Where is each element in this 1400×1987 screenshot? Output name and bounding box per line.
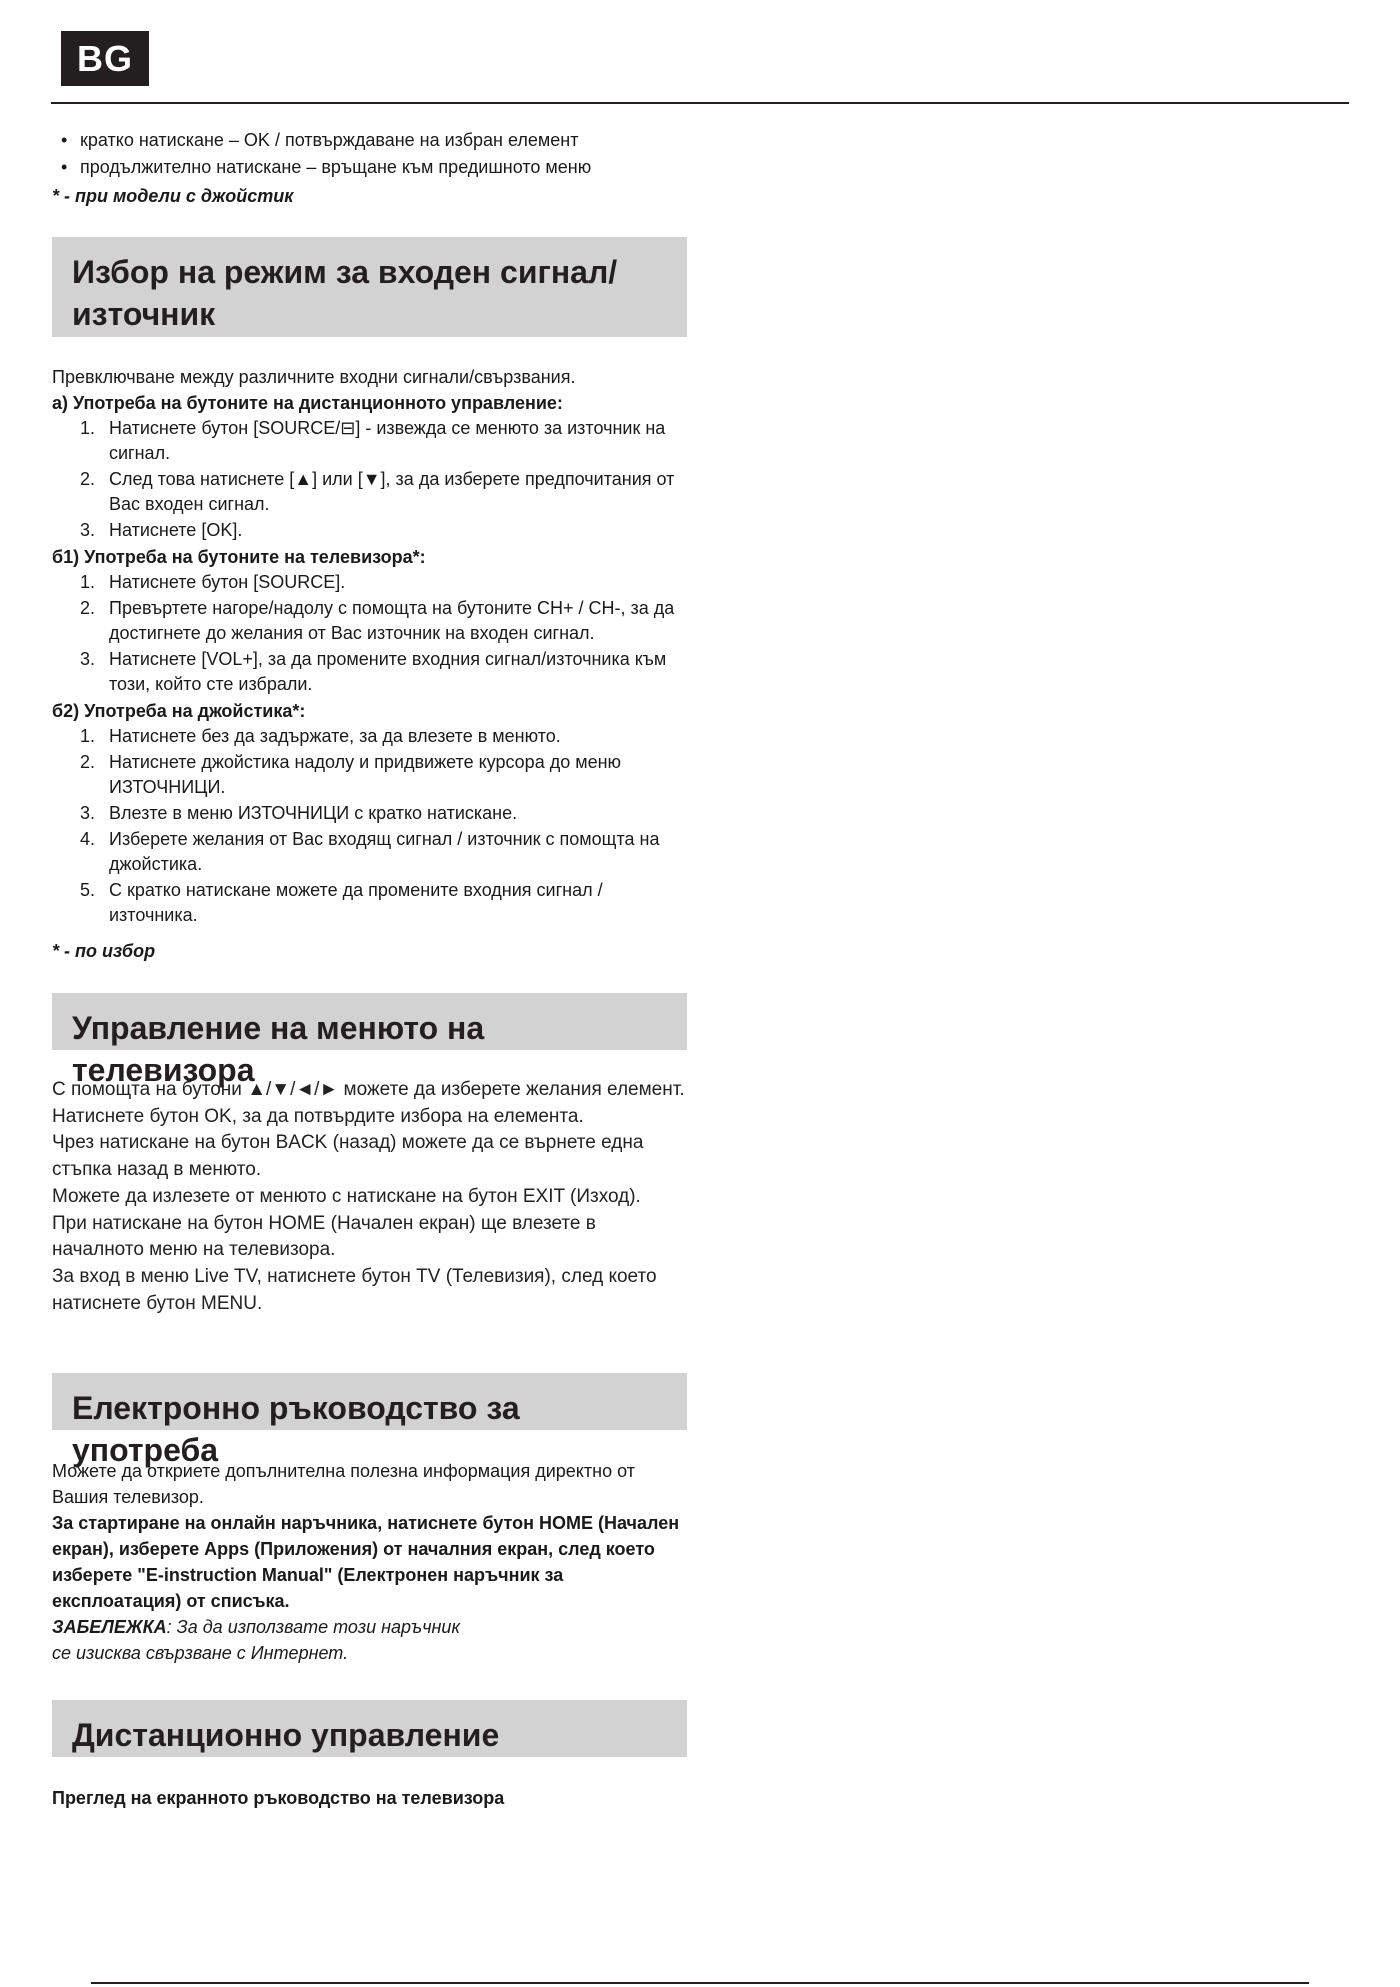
step-text: Натиснете джойстика надолу и придвижете курсора до меню ИЗТОЧНИЦИ. (109, 752, 622, 797)
list-item (52, 416, 688, 466)
internet-note (52, 1614, 688, 1640)
note-text: : За да използвате този наръчник (166, 1617, 460, 1637)
steps-joystick (52, 724, 688, 928)
section-title-line: източник (72, 296, 216, 332)
step-number: 2. (80, 598, 96, 618)
list-item: • кратко натискане – OK / потвърждаване на избран елемент (52, 127, 688, 154)
section-title: Електронно ръководство за употреба (72, 1390, 520, 1468)
step-text: Превъртете нагоре/надолу с помощта на бутоните CH+ / CH-, за да достигнете до желания от Вас източник на входен сигнал. (109, 598, 675, 643)
steps-tv-buttons (52, 570, 688, 697)
note-label: ЗАБЕЛЕЖКА (52, 1617, 167, 1637)
step-number: 5. (80, 880, 96, 900)
step-text: Изберете желания от Вас входящ сигнал / източник с помощта на джойстика. (109, 829, 660, 874)
section-title-line: Избор на режим за входен сигнал/ (72, 254, 618, 290)
step-number: 4. (80, 829, 96, 849)
subheading-remote: а) Употреба на бутоните на дистанционното управление: (52, 393, 563, 413)
input-source-body (52, 364, 688, 929)
joystick-bullets (52, 127, 688, 181)
e-manual-body (52, 1458, 688, 1666)
step-number: 3. (80, 649, 96, 669)
list-item (52, 878, 688, 928)
step-number: 3. (80, 520, 96, 540)
list-item (52, 518, 688, 543)
section-tv-menu (52, 993, 687, 1088)
section-input-source (52, 237, 687, 337)
list-item (52, 647, 688, 697)
step-text: Натиснете [VOL+], за да промените входния сигнал/източника към този, който сте избрали. (109, 649, 667, 694)
section-title: Дистанционно управление (72, 1717, 500, 1753)
step-text: С кратко натискане можете да промените входния сигнал / източника. (109, 880, 603, 925)
step-text: След това натиснете [▲] или [▼], за да изберете предпочитания от Вас входен сигнал. (109, 469, 675, 514)
step-number: 1. (80, 572, 96, 592)
paragraph: При натискане на бутон HOME (Начален екран) ще влезете в началното меню на телевизора. (52, 1212, 596, 1261)
list-item (52, 724, 688, 749)
section-title: Управление на менюто на телевизора (72, 1010, 485, 1088)
paragraph: Чрез натискане на бутон BACK (назад) можете да се върнете една стъпка назад в менюто. (52, 1132, 644, 1181)
list-item (52, 827, 688, 877)
list-item (52, 570, 688, 595)
list-item: • продължително натискане – връщане към предишното меню (52, 154, 688, 181)
subheading-tv-buttons: б1) Употреба на бутоните на телевизора*: (52, 547, 426, 567)
footer-rule (91, 1982, 1309, 1984)
step-text: Натиснете без да задържате, за да влезете в менюто. (109, 726, 561, 746)
language-badge: BG (61, 31, 149, 86)
paragraph: За вход в меню Live TV, натиснете бутон TV (Телевизия), след което натиснете бутон MENU. (52, 1265, 657, 1314)
steps-remote (52, 416, 688, 543)
list-item (52, 801, 688, 826)
tv-menu-body (52, 1077, 688, 1317)
paragraph: Натиснете бутон OK, за да потвърдите избора на елемента. (52, 1105, 584, 1127)
section-intro: Можете да откриете допълнителна полезна информация директно от Вашия телевизор. (52, 1461, 635, 1507)
list-item (52, 750, 688, 800)
step-text: Натиснете [OK]. (109, 520, 243, 540)
e-manual-instructions: За стартиране на онлайн наръчника, натиснете бутон HOME (Начален екран), изберете Apps (Приложения) от началния екран, след което изберете "E-instruction Manual" (Електронен наръчник за експлоатация) от списъка. (52, 1513, 680, 1611)
step-number: 2. (80, 752, 96, 772)
subheading-joystick: б2) Употреба на джойстика*: (52, 701, 306, 721)
header-rule (51, 102, 1349, 104)
list-item (52, 596, 688, 646)
step-number: 2. (80, 469, 96, 489)
paragraph: С помощта на бутони ▲/▼/◄/► можете да изберете желания елемент. (52, 1079, 685, 1100)
remote-subheading: Преглед на екранното ръководство на телевизора (52, 1788, 505, 1808)
section-e-manual (52, 1373, 687, 1468)
step-text: Влезте в меню ИЗТОЧНИЦИ с кратко натискане. (109, 803, 518, 823)
section-intro: Превключване между различните входни сигнали/свързвания. (52, 367, 576, 387)
step-number: 1. (80, 726, 96, 746)
internet-note-line: се изисква свързване с Интернет. (52, 1643, 349, 1663)
step-text: Натиснете бутон [SOURCE]. (109, 572, 346, 592)
joystick-note: * - при модели с джойстик (52, 186, 294, 206)
step-number: 3. (80, 803, 96, 823)
list-item (52, 467, 688, 517)
paragraph: Можете да излезете от менюто с натискане на бутон EXIT (Изход). (52, 1185, 641, 1207)
section-remote-control (52, 1700, 687, 1757)
optional-note: * - по избор (52, 941, 156, 961)
step-number: 1. (80, 418, 96, 438)
step-text: Натиснете бутон [SOURCE/⊟] - извежда се менюто за източник на сигнал. (109, 418, 666, 463)
section-title (72, 251, 667, 335)
